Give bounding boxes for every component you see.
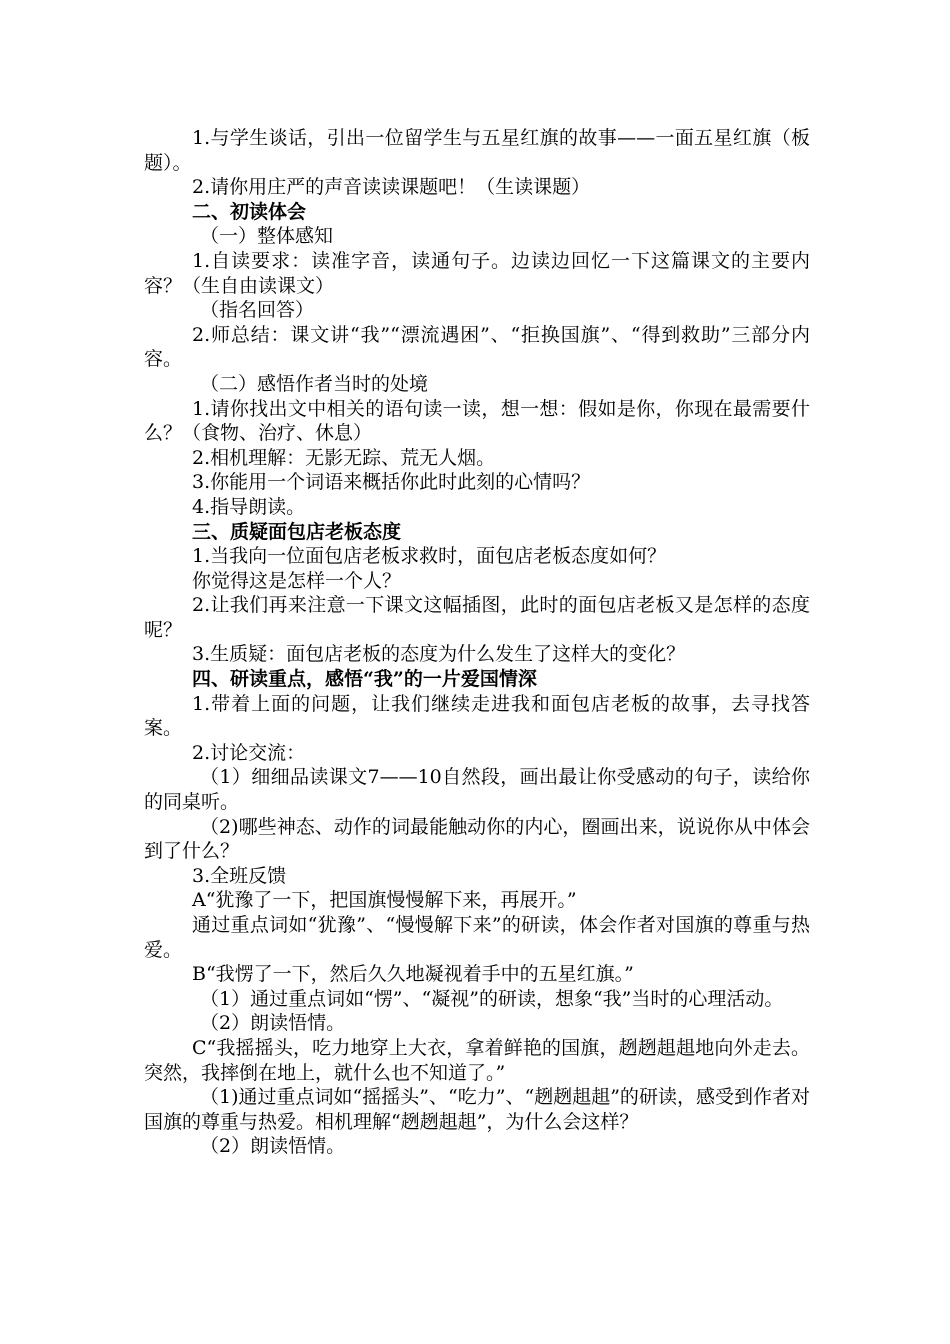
paragraph-circle-words: （2)哪些神态、动作的词最能触动你的内心，圈画出来，说说你从中体会到了什么？ [144, 815, 810, 863]
paragraph-analysis-a: 通过重点词如“犹豫”、“慢慢解下来”的研读，体会作者对国旗的尊重与热爱。 [144, 914, 810, 961]
paragraph-answer: （指名回答） [200, 299, 315, 322]
paragraph-mood: 3.你能用一个词语来概括你此时此刻的心情吗？ [192, 471, 591, 494]
paragraph-read-carefully: （1）细细品读课文7——10自然段，画出最让你受感动的句子，读给你的同桌听。 [144, 766, 810, 814]
quote-a: A“犹豫了一下，把国旗慢慢解下来，再展开。” [192, 889, 577, 912]
section-heading-2: 二、初读体会 [192, 200, 307, 223]
paragraph-ask-baker: 1.当我向一位面包店老板求救时，面包店老板态度如何？ [192, 545, 667, 568]
quote-c: C“我摇摇头，吃力地穿上大衣，拿着鲜艳的国旗，趔趔趄趄地向外走去。突然，我摔倒在地上，就什么也不知道了。” [144, 1036, 810, 1084]
section-heading-3: 三、质疑面包店老板态度 [192, 520, 402, 543]
subsection-heading-1: （一）整体感知 [200, 225, 334, 248]
paragraph-talk-intro: 1.与学生谈话，引出一位留学生与五星红旗的故事——一面五星红旗（板题）。 [144, 127, 810, 174]
paragraph-illustration: 2.让我们再来注意一下课文这幅插图，此时的面包店老板又是怎样的态度呢？ [144, 594, 810, 641]
paragraph-find-sentences: 1.请你找出文中相关的语句读一读，想一想：假如是你，你现在最需要什么？（食物、治疗、休息） [144, 397, 810, 445]
paragraph-self-read: 1.自读要求：读准字音，读通句子。边读边回忆一下这篇课文的主要内容？（生自由读课文） [144, 249, 810, 297]
paragraph-guide-reading: 4.指导朗读。 [192, 495, 306, 518]
document-page [144, 126, 810, 1159]
paragraph-what-person: 你觉得这是怎样一个人？ [192, 569, 402, 592]
paragraph-feedback: 3.全班反馈 [192, 864, 287, 887]
paragraph-summary: 2.师总结：课文讲“我”“漂流遇困”、“拒换国旗”、“得到救助”三部分内容。 [144, 323, 810, 371]
paragraph-understand: 2.相机理解：无影无踪、荒无人烟。 [192, 446, 496, 469]
section-heading-4: 四、研读重点，感悟“我”的一片爱国情深 [192, 668, 537, 691]
paragraph-read-title: 2.请你用庄严的声音读读课题吧！（生读课题） [192, 176, 591, 199]
quote-b: B“我愣了一下，然后久久地凝视着手中的五星红旗。” [192, 963, 634, 986]
paragraph-question: 3.生质疑：面包店老板的态度为什么发生了这样大的变化？ [192, 643, 686, 666]
paragraph-continue: 1.带着上面的问题，让我们继续走进我和面包店老板的故事，去寻找答案。 [144, 692, 810, 740]
paragraph-analysis-b: （1）通过重点词如“愣”、“凝视”的研读，想象“我”当时的心理活动。 [200, 987, 784, 1010]
paragraph-discussion: 2.讨论交流： [192, 741, 306, 764]
paragraph-read-feeling-b: （2）朗读悟情。 [200, 1012, 346, 1035]
paragraph-analysis-c: （1)通过重点词如“摇摇头”、“吃力”、“趔趔趄趄”的研读，感受到作者对国旗的尊重与热爱。相机理解“趔趔趄趄”，为什么会这样？ [144, 1086, 810, 1133]
subsection-heading-2: （二）感悟作者当时的处境 [200, 372, 429, 395]
paragraph-read-feeling-c: （2）朗读悟情。 [200, 1135, 346, 1158]
